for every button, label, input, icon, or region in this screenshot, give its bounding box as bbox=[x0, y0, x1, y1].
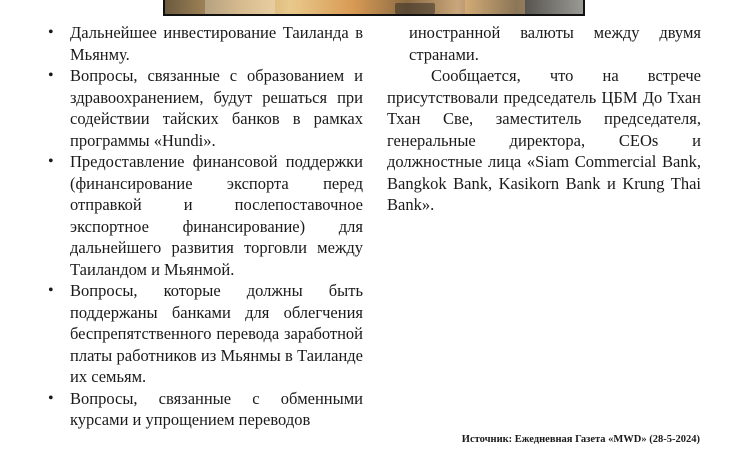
body-paragraph: Сообщается, что на встрече присутствовали председатель ЦБМ До Тхан Тхан Све, заместитель председателя, генеральные директора, CEOs и должностные лица «Siam Commercial Bank, Bangkok Bank, Kasikorn Bank и Krung Thai Bank». bbox=[387, 66, 701, 214]
bullet-item: • Предоставление финансовой поддержки (финансирование экспорта перед отправкой и послепоставочное экспортное финансирование) для дальнейшего развития торговли между Таиландом и Мьянмой. bbox=[48, 152, 363, 279]
bullet-item: • Вопросы, которые должны быть поддержаны банками для облегчения беспрепятственного перевода заработной платы работников из Мьянмы в Таиланде их семьям. bbox=[48, 281, 363, 386]
bullet-list bbox=[45, 22, 363, 431]
left-column bbox=[45, 22, 363, 431]
right-column bbox=[387, 22, 701, 216]
bullet-item: • Вопросы, связанные с образованием и здравоохранением, будут решаться при содействии тайских банков в рамках программы «Hundi». bbox=[48, 66, 363, 150]
source-credit: Источник: Ежедневная Газета «MWD» (28-5-2024) bbox=[461, 434, 700, 445]
news-photo bbox=[163, 0, 585, 16]
bullet-icon: • bbox=[48, 282, 54, 299]
bullet-icon: • bbox=[48, 67, 54, 84]
bullet-item: • Дальнейшее инвестирование Таиланда в Мьянму. bbox=[48, 23, 363, 64]
continued-text: иностранной валюты между двумя странами. bbox=[409, 23, 701, 64]
bullet-item: • Вопросы, связанные с обменными курсами и упрощением переводов bbox=[48, 388, 363, 429]
bullet-icon: • bbox=[48, 389, 54, 407]
bullet-icon: • bbox=[48, 153, 54, 170]
bullet-icon: • bbox=[48, 24, 54, 41]
